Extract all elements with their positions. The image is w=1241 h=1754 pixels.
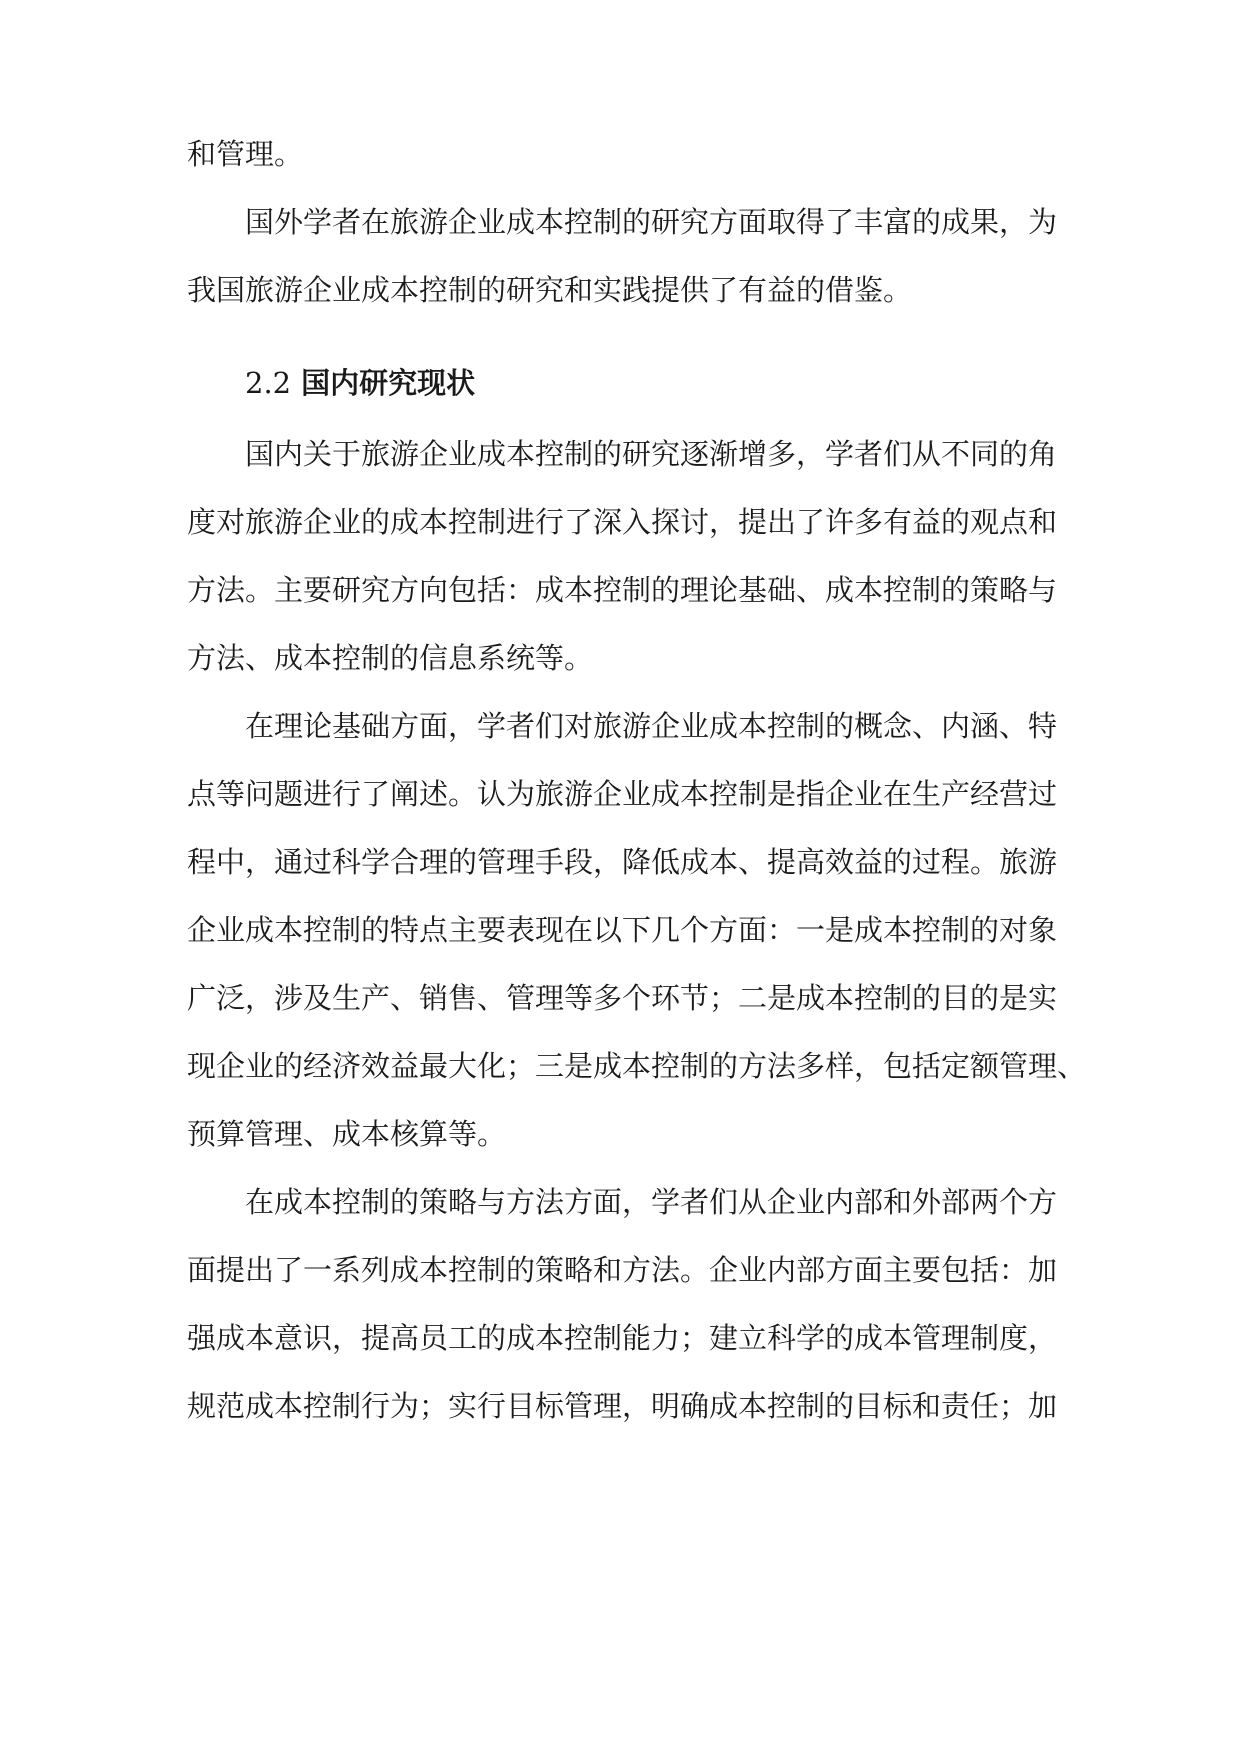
text-line: 在成本控制的策略与方法方面，学者们从企业内部和外部两个方 <box>245 1185 1058 1219</box>
text-line: 企业成本控制的特点主要表现在以下几个方面：一是成本控制的对象 <box>187 913 1058 947</box>
text-line: 在理论基础方面，学者们对旅游企业成本控制的概念、内涵、特 <box>245 709 1058 743</box>
text-line: 现企业的经济效益最大化；三是成本控制的方法多样，包括定额管理、 <box>187 1049 1087 1083</box>
text-line: 国内关于旅游企业成本控制的研究逐渐增多，学者们从不同的角 <box>245 437 1058 471</box>
text-line: 方法、成本控制的信息系统等。 <box>187 641 594 675</box>
text-line: 方法。主要研究方向包括：成本控制的理论基础、成本控制的策略与 <box>187 573 1058 607</box>
text-line: 强成本意识，提高员工的成本控制能力；建立科学的成本管理制度， <box>187 1321 1058 1355</box>
text-line: 程中，通过科学合理的管理手段，降低成本、提高效益的过程。旅游 <box>187 845 1058 879</box>
text-line: 我国旅游企业成本控制的研究和实践提供了有益的借鉴。 <box>187 273 913 307</box>
text-line: 和管理。 <box>187 137 304 171</box>
text-line: 预算管理、成本核算等。 <box>187 1117 507 1151</box>
text-line: 国外学者在旅游企业成本控制的研究方面取得了丰富的成果，为 <box>245 205 1058 239</box>
text-line: 规范成本控制行为；实行目标管理，明确成本控制的目标和责任；加 <box>187 1389 1058 1423</box>
text-line: 点等问题进行了阐述。认为旅游企业成本控制是指企业在生产经营过 <box>187 777 1058 811</box>
text-line: 面提出了一系列成本控制的策略和方法。企业内部方面主要包括：加 <box>187 1253 1058 1287</box>
section-title: 国内研究现状 <box>301 366 476 400</box>
section-heading <box>245 359 475 407</box>
section-number: 2.2 <box>245 366 292 400</box>
text-line: 广泛，涉及生产、销售、管理等多个环节；二是成本控制的目的是实 <box>187 981 1058 1015</box>
text-line: 度对旅游企业的成本控制进行了深入探讨，提出了许多有益的观点和 <box>187 505 1058 539</box>
